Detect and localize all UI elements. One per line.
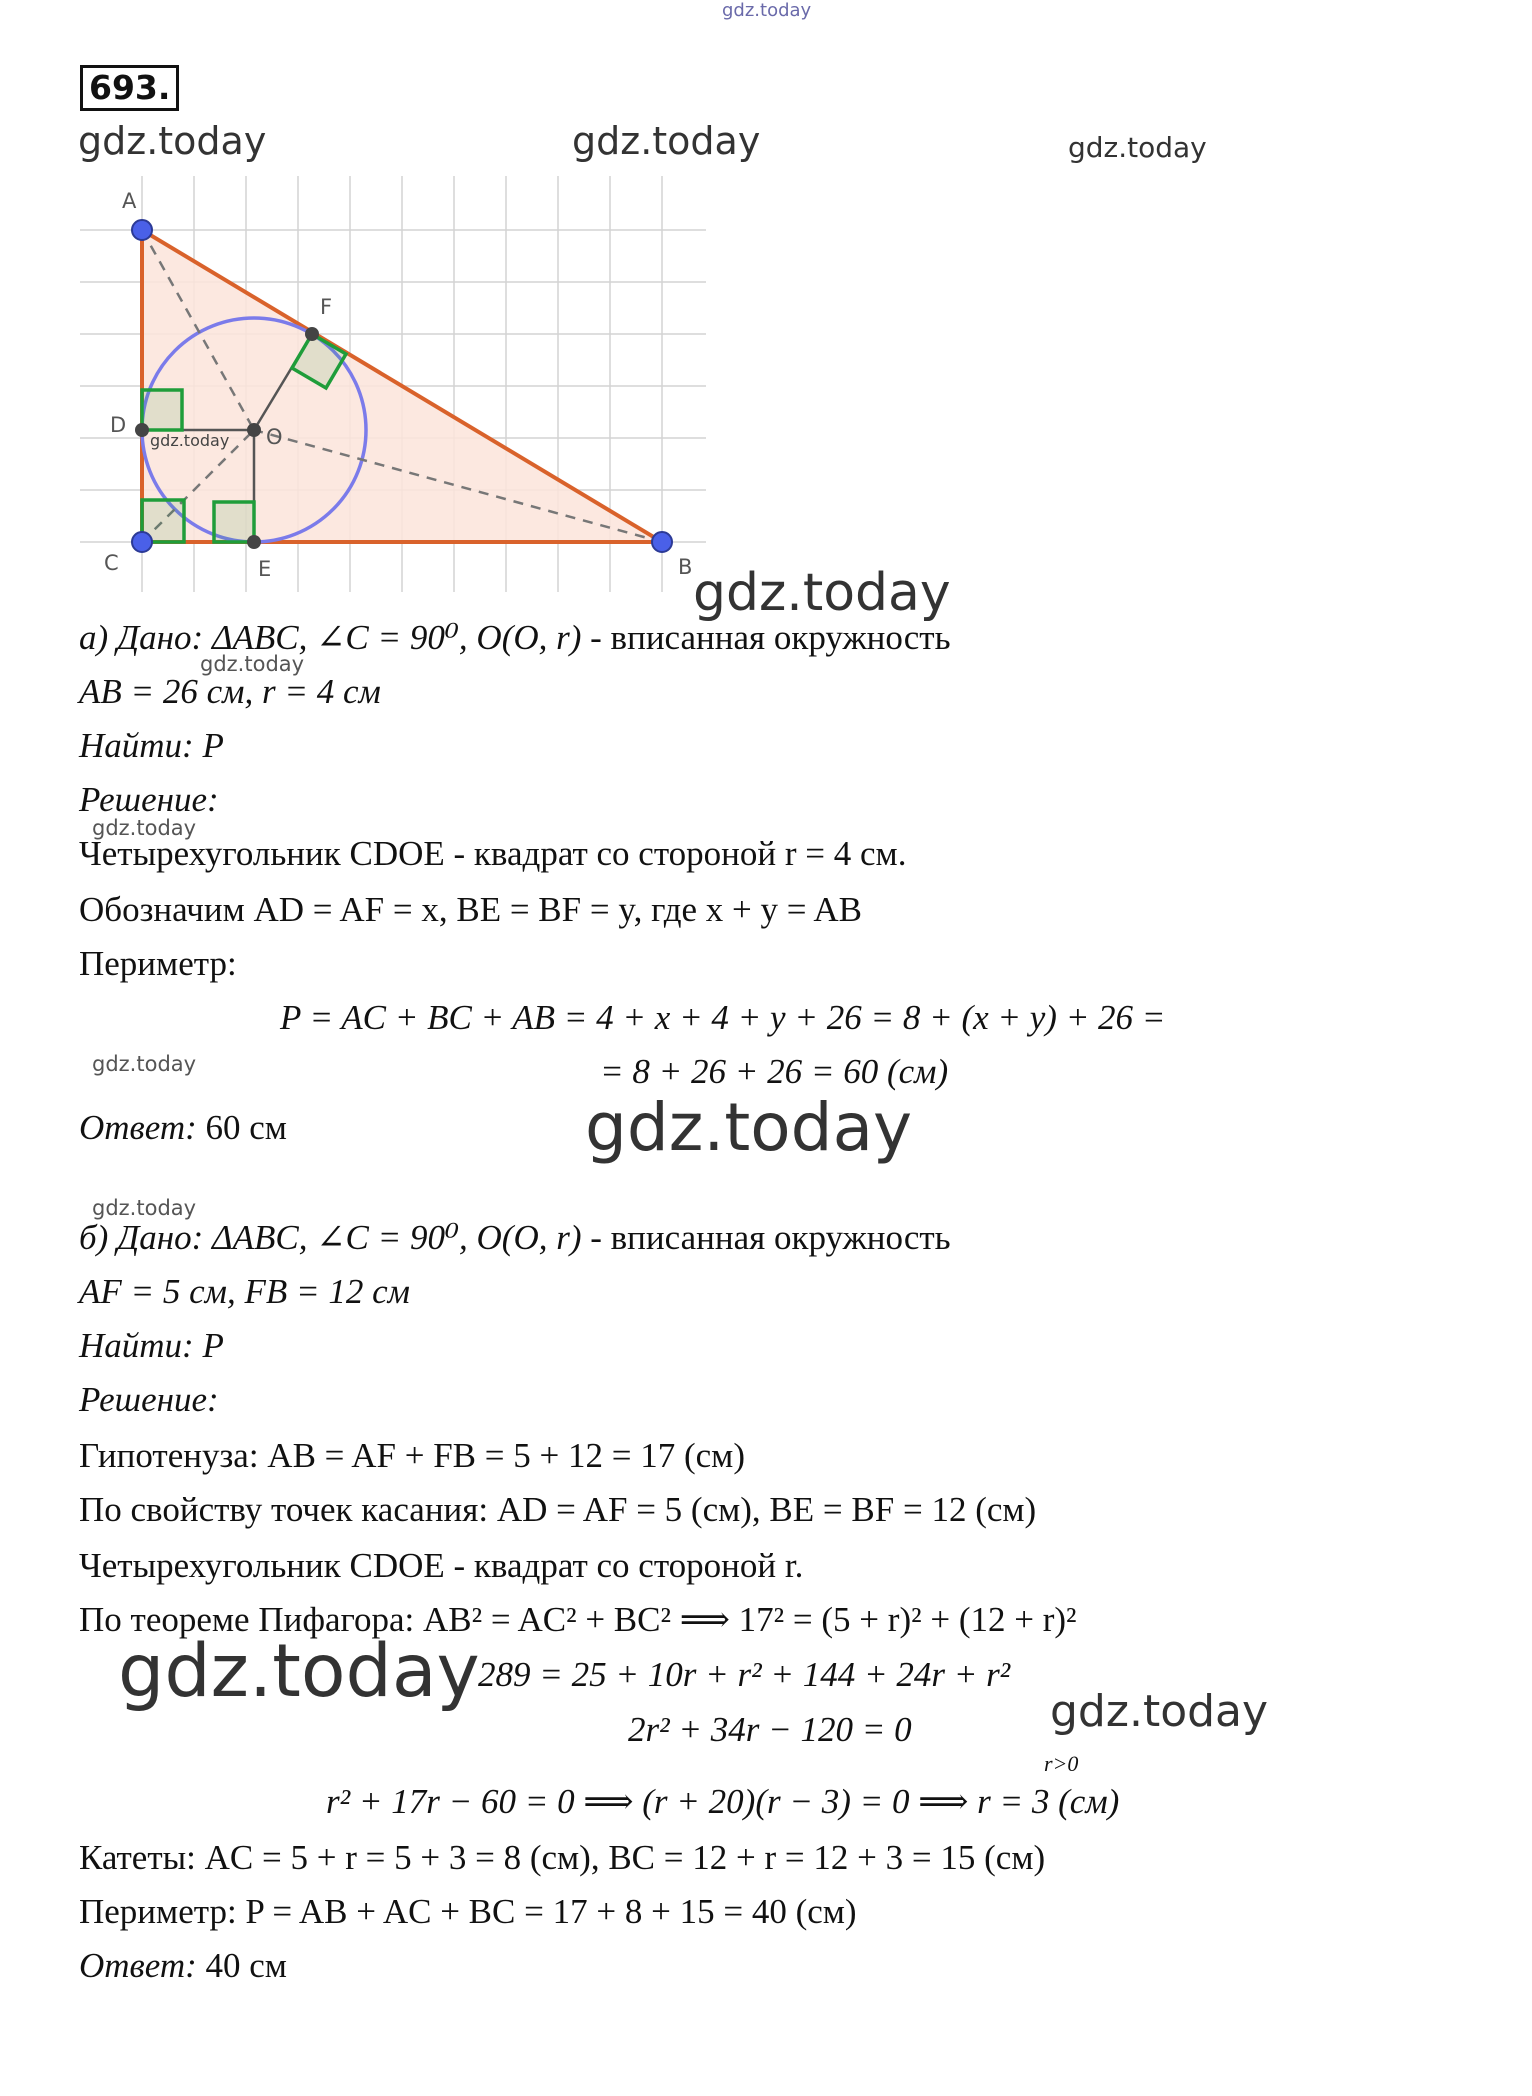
label-d: D	[110, 413, 127, 437]
part-b-equation-3: r² + 17r − 60 = 0 ⟹ (r + 20)(r − 3) = 0 ⟹ r = 3 (см)	[326, 1782, 1120, 1821]
part-b-equation-1: 289 = 25 + 10r + r² + 144 + 24r + r²	[478, 1655, 1011, 1694]
part-b-given: б) Дано: ΔABC, ∠C = 90⁰, O(O, r) - вписанная окружность	[79, 1218, 951, 1257]
watermark: gdz.today	[1050, 1686, 1269, 1737]
part-a-given: а) Дано: ΔABC, ∠C = 90⁰, O(O, r) - вписанная окружность	[79, 618, 951, 657]
part-a-step-1: Четырехугольник CDOE - квадрат со стороной r = 4 см.	[79, 834, 907, 873]
watermark: gdz.today	[92, 1196, 197, 1220]
part-b-equation-2: 2r² + 34r − 120 = 0	[628, 1710, 912, 1749]
part-a-formula-2: = 8 + 26 + 26 = 60 (см)	[600, 1052, 949, 1091]
point-c	[132, 532, 152, 552]
watermark: gdz.today	[200, 652, 305, 676]
part-b-legs: Катеты: AC = 5 + r = 5 + 3 = 8 (см), BC = 12 + r = 12 + 3 = 15 (см)	[79, 1838, 1046, 1877]
part-b-perimeter: Периметр: P = AB + AC + BC = 17 + 8 + 15 = 40 (см)	[79, 1892, 857, 1931]
label-f: F	[320, 295, 333, 319]
watermark: gdz.today	[572, 119, 761, 163]
watermark: gdz.today	[118, 1629, 480, 1714]
label-c: C	[104, 551, 119, 575]
part-a-formula-1: P = AC + BC + AB = 4 + x + 4 + y + 26 = 8 + (x + y) + 26 =	[280, 998, 1166, 1037]
label-b: B	[678, 555, 693, 579]
point-a	[132, 220, 152, 240]
part-b-solution-label: Решение:	[79, 1380, 219, 1419]
part-b-hypotenuse: Гипотенуза: AB = AF + FB = 5 + 12 = 17 (см)	[79, 1436, 745, 1475]
watermark: gdz.today	[1068, 131, 1207, 164]
point-f	[305, 327, 319, 341]
point-d	[135, 423, 149, 437]
part-b-answer: Ответ: 40 см	[79, 1946, 287, 1985]
part-b-given-values: AF = 5 см, FB = 12 см	[79, 1272, 410, 1311]
watermark: gdz.today	[78, 119, 267, 163]
part-b-tangent-property: По свойству точек касания: AD = AF = 5 (см), BE = BF = 12 (см)	[79, 1490, 1037, 1529]
part-a-find: Найти: P	[79, 726, 224, 765]
label-a: A	[122, 189, 137, 213]
point-e	[247, 535, 261, 549]
watermark: gdz.today	[92, 1052, 197, 1076]
part-a-answer: Ответ: 60 см	[79, 1108, 287, 1147]
part-a-given-values: AB = 26 см, r = 4 см	[79, 672, 381, 711]
watermark: gdz.today	[585, 1089, 913, 1166]
problem-number: 693.	[80, 65, 179, 111]
point-o	[247, 423, 261, 437]
watermark: gdz.today	[150, 431, 230, 450]
label-o: O	[266, 425, 283, 449]
part-a-solution-label: Решение:	[79, 780, 219, 819]
watermark: gdz.today	[92, 816, 197, 840]
part-b-pythagoras: По теореме Пифагора: AB² = AC² + BC² ⟹ 17² = (5 + r)² + (12 + r)²	[79, 1600, 1077, 1639]
part-a-step-2: Обозначим AD = AF = x, BE = BF = y, где x + y = AB	[79, 890, 862, 929]
part-b-square: Четырехугольник CDOE - квадрат со стороной r.	[79, 1546, 804, 1585]
part-b-condition: r>0	[1044, 1751, 1079, 1776]
watermark: gdz.today	[722, 0, 812, 21]
point-b	[652, 532, 672, 552]
geometry-diagram	[80, 172, 720, 592]
part-b-find: Найти: P	[79, 1326, 224, 1365]
part-a-perimeter-label: Периметр:	[79, 944, 237, 983]
watermark: gdz.today	[693, 563, 951, 623]
label-e: E	[258, 557, 272, 581]
